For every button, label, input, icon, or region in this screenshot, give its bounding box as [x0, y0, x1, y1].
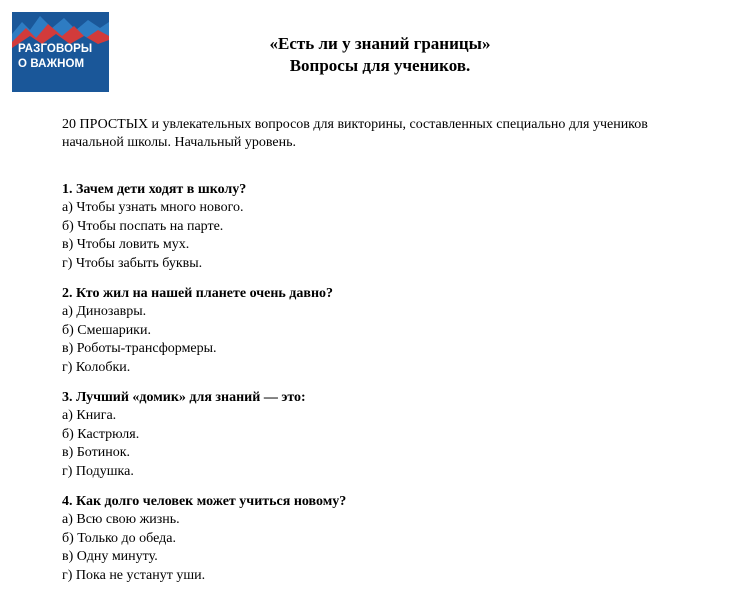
logo-text: [18, 42, 109, 72]
answer-option: в) Одну минуту.: [62, 549, 158, 564]
answer-option: г) Подушка.: [62, 463, 134, 479]
answer-option: б) Только до обеда.: [62, 530, 176, 546]
title-line-1: «Есть ли у знаний границы»: [269, 34, 491, 53]
question-title: 3. Лучший «домик» для знаний — это:: [62, 390, 306, 405]
question-3: [62, 388, 712, 481]
answer-option: а) Книга.: [62, 408, 117, 423]
question-title: 4. Как долго человек может учиться новому?: [62, 494, 347, 509]
question-2: [62, 284, 712, 377]
question-title: 1. Зачем дети ходят в школу?: [62, 182, 247, 197]
answer-option: б) Смешарики.: [62, 322, 151, 338]
answer-option: а) Чтобы узнать много нового.: [62, 200, 244, 215]
questions-list: [62, 180, 712, 596]
answer-option: г) Пока не устанут уши.: [62, 567, 206, 583]
answer-option: б) Кастрюля.: [62, 426, 140, 442]
answer-option: г) Чтобы забыть буквы.: [62, 255, 203, 271]
answer-option: а) Всю свою жизнь.: [62, 512, 180, 527]
answer-option: в) Роботы-трансформеры.: [62, 341, 217, 356]
answer-option: б) Чтобы поспать на парте.: [62, 218, 224, 234]
answer-option: а) Динозавры.: [62, 304, 147, 319]
page-title: [170, 33, 590, 77]
logo-line-1: РАЗГОВОРЫ: [18, 43, 93, 55]
answer-option: в) Чтобы ловить мух.: [62, 237, 190, 252]
question-4: [62, 492, 712, 585]
logo-line-2: О ВАЖНОМ: [18, 58, 85, 70]
logo: [12, 12, 109, 92]
question-title: 2. Кто жил на нашей планете очень давно?: [62, 286, 334, 301]
answer-option: в) Ботинок.: [62, 445, 131, 460]
answer-option: г) Колобки.: [62, 359, 131, 375]
intro-paragraph: 20 ПРОСТЫХ и увлекательных вопросов для викторины, составленных специально для учеников начальной школы. Начальный уровень.: [62, 117, 648, 150]
question-1: [62, 180, 712, 273]
title-line-2: Вопросы для учеников.: [289, 56, 471, 75]
